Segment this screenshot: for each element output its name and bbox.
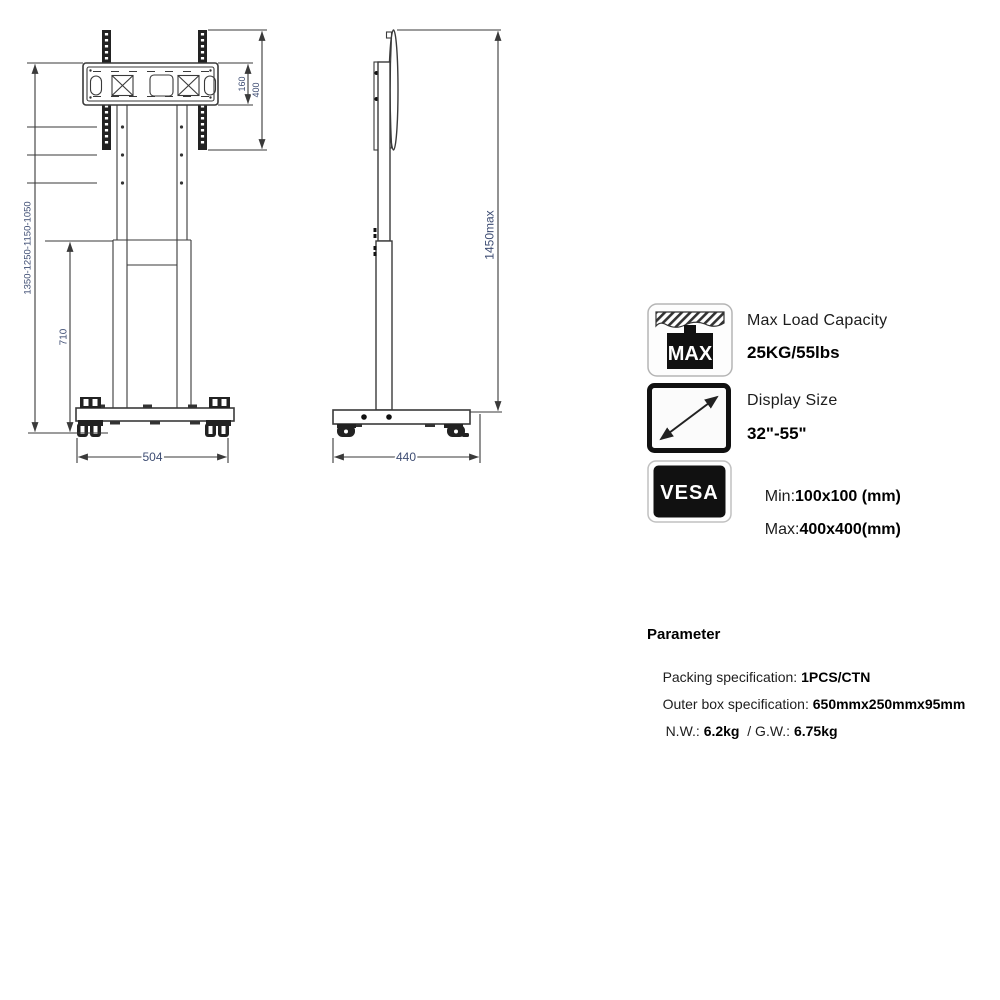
vesa-min-value: 100x100 (795, 488, 858, 505)
max-load-value: 25KG/55lbs (747, 343, 840, 362)
gross-weight-label: / G.W.: (739, 723, 794, 739)
display-size-icon (647, 383, 731, 453)
outer-column (113, 240, 191, 408)
dim-height-positions: 1350-1250-1150-1050 (22, 201, 34, 295)
dim-max-height: 1450max (482, 210, 497, 260)
vesa-max-line (747, 503, 901, 557)
side-base (333, 410, 470, 437)
net-weight-value: 6.2kg (703, 723, 740, 739)
dim-base-depth: 440 (395, 450, 417, 464)
dim-column-height: 710 (58, 328, 70, 346)
packing-spec-label: Packing specification: (662, 669, 802, 685)
vesa-max-label: Max: (764, 521, 800, 538)
front-base (76, 397, 234, 437)
vesa-icon (647, 460, 732, 523)
max-load-icon (647, 303, 733, 377)
caster-side-left (337, 424, 356, 437)
vesa-min-unit: (mm) (861, 488, 901, 505)
parameter-title: Parameter (647, 626, 721, 643)
bracket-plate (83, 63, 218, 105)
inner-column (117, 105, 187, 240)
vesa-max-value: 400x400 (799, 521, 862, 538)
outer-box-value: 650mmx250mmx95mm (812, 696, 966, 712)
packing-spec-value: 1PCS/CTN (801, 669, 871, 685)
gross-weight-value: 6.75kg (793, 723, 838, 739)
technical-drawing (0, 0, 560, 500)
dim-plate-height: 160 (237, 76, 247, 92)
max-load-title: Max Load Capacity (747, 312, 888, 329)
dim-bracket-height: 400 (251, 82, 261, 98)
weight-line (650, 707, 838, 755)
net-weight-label: N.W.: (665, 723, 704, 739)
front-view (23, 30, 268, 464)
side-dimensions (333, 30, 502, 463)
display-size-title: Display Size (747, 392, 838, 409)
vesa-icon-label: VESA (660, 482, 719, 504)
outer-box-label: Outer box specification: (662, 696, 813, 712)
side-view (333, 30, 502, 464)
vesa-min-label: Min: (764, 488, 796, 505)
dim-base-width: 504 (142, 450, 163, 464)
max-icon-label: MAX (667, 343, 713, 365)
display-size-value: 32"-55" (747, 424, 807, 443)
vesa-max-unit: (mm) (861, 521, 901, 538)
caster-side-right (444, 424, 469, 437)
